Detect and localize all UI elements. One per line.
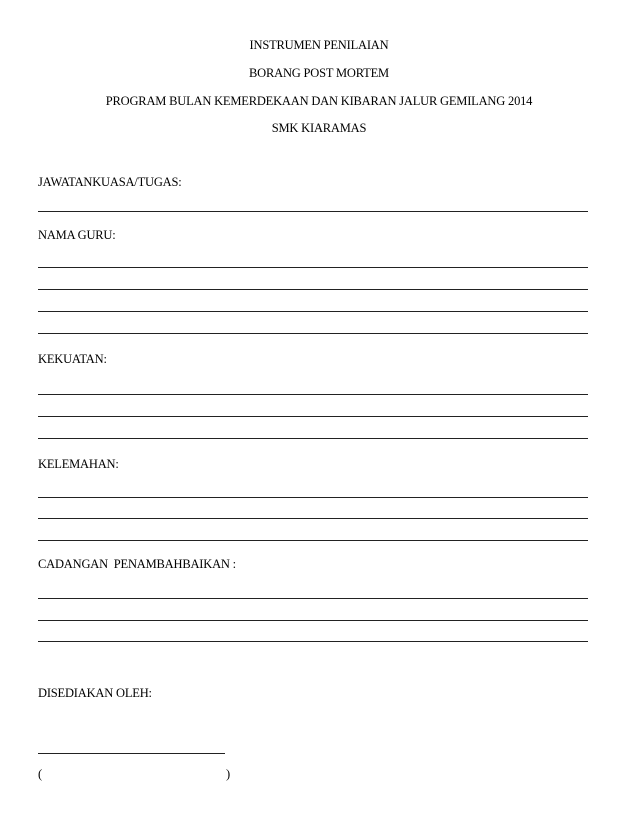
weaknesses-line[interactable] (38, 518, 588, 519)
form-title: INSTRUMEN PENILAIAN (249, 38, 389, 52)
strengths-line[interactable] (38, 416, 588, 417)
strengths-line[interactable] (38, 438, 588, 439)
improvement-label: CADANGAN PENAMBAHBAIKAN : (38, 557, 236, 571)
improvement-line[interactable] (38, 641, 588, 642)
improvement-line[interactable] (38, 620, 588, 621)
signature-line[interactable] (38, 753, 225, 754)
teacher-name-line[interactable] (38, 311, 588, 312)
form-subtitle: BORANG POST MORTEM (249, 66, 389, 80)
strengths-label: KEKUATAN: (38, 352, 107, 366)
teacher-name-line[interactable] (38, 267, 588, 268)
signature-open-paren: ( (38, 767, 43, 781)
program-title: PROGRAM BULAN KEMERDEKAAN DAN KIBARAN JALUR GEMILANG 2014 (105, 94, 533, 108)
committee-answer-line[interactable] (38, 211, 588, 212)
prepared-by-label: DISEDIAKAN OLEH: (38, 686, 152, 700)
teacher-name-line[interactable] (38, 289, 588, 290)
improvement-line[interactable] (38, 598, 588, 599)
strengths-line[interactable] (38, 394, 588, 395)
school-name: SMK KIARAMAS (271, 121, 367, 135)
teacher-name-line[interactable] (38, 333, 588, 334)
committee-label: JAWATANKUASA/TUGAS: (38, 175, 182, 189)
weaknesses-line[interactable] (38, 497, 588, 498)
weaknesses-line[interactable] (38, 540, 588, 541)
signature-close-paren: ) (226, 767, 231, 781)
weaknesses-label: KELEMAHAN: (38, 457, 119, 471)
teacher-name-label: NAMA GURU: (38, 228, 116, 242)
